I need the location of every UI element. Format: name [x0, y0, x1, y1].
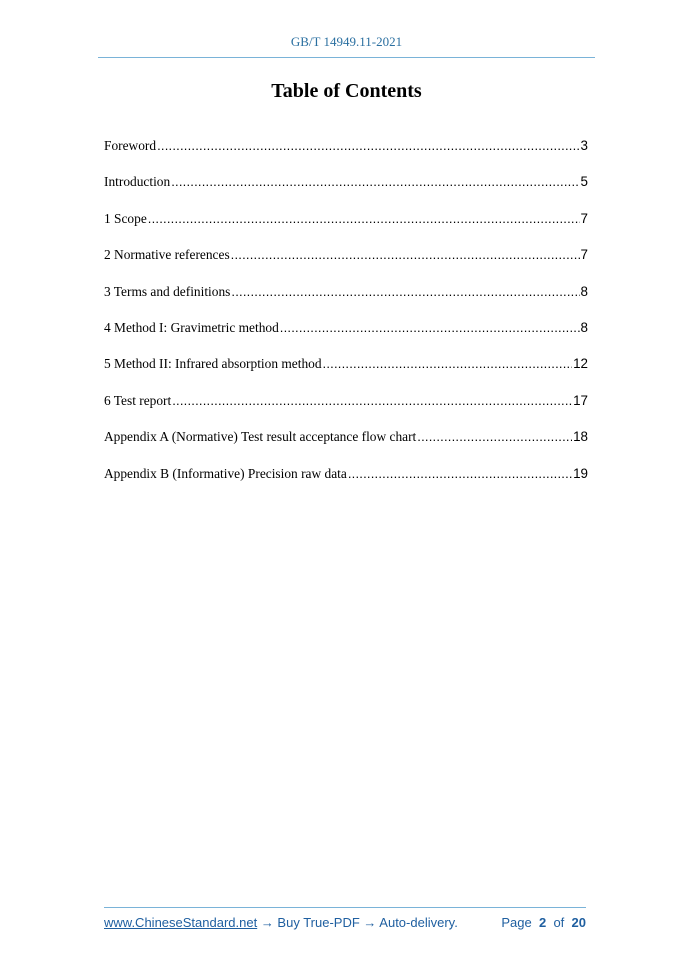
toc-leader-dots — [417, 427, 572, 447]
toc-list — [104, 136, 588, 500]
site-link[interactable]: www.ChineseStandard.net — [104, 915, 258, 930]
toc-leader-dots — [231, 245, 580, 265]
page-total: 20 — [571, 915, 586, 930]
toc-entry-page: 18 — [573, 429, 588, 445]
toc-entry-appendix-a[interactable] — [104, 427, 588, 463]
toc-entry-appendix-b[interactable] — [104, 464, 588, 500]
page-title: Table of Contents — [271, 80, 422, 102]
toc-leader-dots — [157, 136, 579, 156]
page-current: 2 — [538, 915, 547, 930]
toc-entry-label: 5 Method II: Infrared absorption method — [104, 356, 322, 372]
page-number — [501, 915, 586, 930]
toc-entry-normative-references[interactable] — [104, 245, 588, 281]
toc-entry-label: 1 Scope — [104, 210, 147, 226]
header-divider — [98, 57, 595, 58]
toc-entry-page: 7 — [580, 210, 588, 226]
footer-promo — [104, 915, 458, 930]
toc-leader-dots — [231, 282, 579, 302]
page-footer — [104, 915, 586, 930]
toc-entry-label: Introduction — [104, 174, 171, 190]
toc-entry-page: 3 — [580, 138, 588, 153]
toc-entry-label: Appendix B (Informative) Precision raw data — [104, 465, 347, 481]
toc-entry-label: Appendix A (Normative) Test result acceptance flow chart — [104, 429, 417, 445]
toc-entry-introduction[interactable] — [104, 172, 588, 208]
running-header: GB/T 14949.11-2021 — [290, 34, 403, 49]
page-word: Page — [501, 915, 532, 930]
toc-entry-method-1[interactable] — [104, 318, 588, 354]
page-of: of — [553, 915, 565, 930]
toc-entry-page: 8 — [580, 319, 588, 335]
toc-leader-dots — [348, 464, 572, 484]
toc-entry-label: 3 Terms and definitions — [104, 283, 231, 299]
toc-entry-page: 7 — [580, 247, 588, 263]
toc-entry-page: 12 — [573, 356, 588, 372]
footer-promo-text: → Buy True-PDF → Auto-delivery. — [257, 915, 458, 930]
toc-entry-label: 2 Normative references — [104, 247, 230, 263]
toc-leader-dots — [171, 172, 579, 192]
toc-entry-label: 6 Test report — [104, 392, 172, 408]
toc-leader-dots — [323, 354, 573, 374]
toc-entry-scope[interactable] — [104, 209, 588, 245]
footer-divider — [104, 907, 586, 908]
toc-leader-dots — [148, 209, 580, 229]
toc-entry-foreword[interactable] — [104, 136, 588, 172]
toc-entry-method-2[interactable] — [104, 354, 588, 390]
toc-entry-page: 19 — [573, 465, 588, 481]
toc-leader-dots — [280, 318, 580, 338]
toc-entry-page: 5 — [580, 174, 588, 190]
toc-entry-terms-and-definitions[interactable] — [104, 282, 588, 318]
toc-entry-label: 4 Method I: Gravimetric method — [104, 319, 279, 335]
toc-leader-dots — [172, 391, 572, 411]
toc-entry-page: 8 — [580, 283, 588, 299]
toc-entry-page: 17 — [573, 392, 588, 408]
toc-entry-test-report[interactable] — [104, 391, 588, 427]
toc-entry-label: Foreword — [104, 138, 157, 153]
